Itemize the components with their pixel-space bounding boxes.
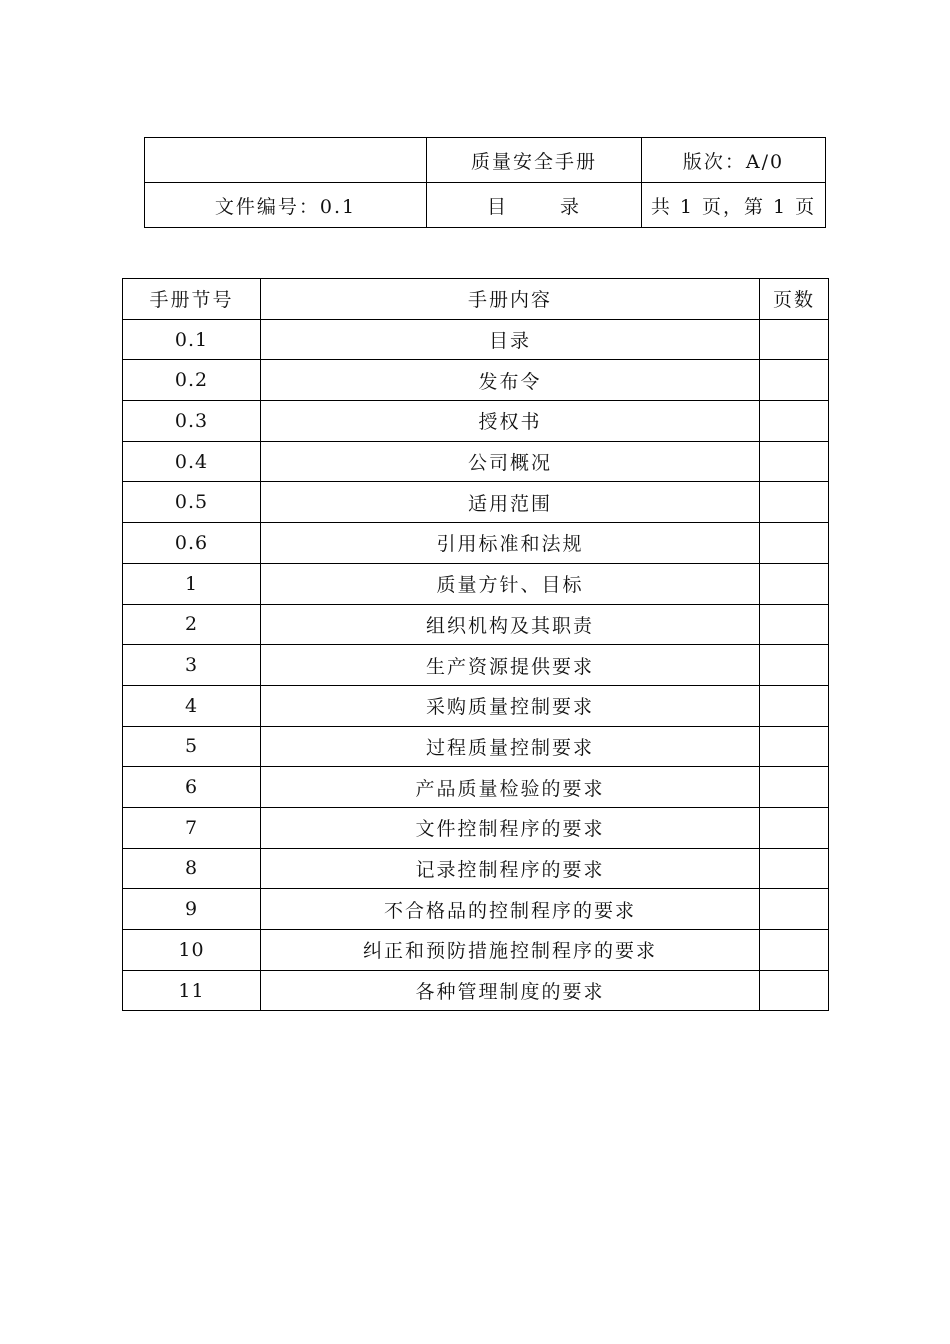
table-row: [123, 685, 829, 726]
table-row: [123, 767, 829, 808]
page-count-cell: [760, 360, 829, 401]
column-header-content: 手册内容: [261, 279, 760, 320]
section-content-cell: 生产资源提供要求: [261, 645, 760, 686]
column-header-pages: 页数: [760, 279, 829, 320]
section-content-cell: 过程质量控制要求: [261, 726, 760, 767]
page-count-cell: [760, 807, 829, 848]
section-number-cell: 5: [123, 726, 261, 767]
section-content-cell: 各种管理制度的要求: [261, 970, 760, 1011]
section-content-cell: 目录: [261, 319, 760, 360]
header-row-1: [145, 138, 826, 183]
table-row: [123, 401, 829, 442]
section-content-cell: 纠正和预防措施控制程序的要求: [261, 930, 760, 971]
manual-title: 质量安全手册: [427, 138, 642, 183]
section-number-cell: 4: [123, 685, 261, 726]
page-count-cell: [760, 848, 829, 889]
table-row: [123, 319, 829, 360]
page-count-cell: [760, 401, 829, 442]
section-content-cell: 公司概况: [261, 441, 760, 482]
section-number-cell: 2: [123, 604, 261, 645]
section-content-cell: 组织机构及其职责: [261, 604, 760, 645]
table-row: [123, 645, 829, 686]
section-content-cell: 文件控制程序的要求: [261, 807, 760, 848]
page-count-cell: [760, 645, 829, 686]
table-row: [123, 807, 829, 848]
section-number-cell: 0.5: [123, 482, 261, 523]
section-number-cell: 0.3: [123, 401, 261, 442]
page-count-cell: [760, 563, 829, 604]
page-count-cell: [760, 930, 829, 971]
table-row: [123, 563, 829, 604]
section-content-cell: 记录控制程序的要求: [261, 848, 760, 889]
header-blank-cell: [145, 138, 427, 183]
table-row: [123, 482, 829, 523]
page-count-cell: [760, 604, 829, 645]
version-label: 版次：A/0: [642, 138, 826, 183]
table-row: [123, 360, 829, 401]
section-content-cell: 适用范围: [261, 482, 760, 523]
table-row: [123, 441, 829, 482]
section-content-cell: 不合格品的控制程序的要求: [261, 889, 760, 930]
section-number-cell: 8: [123, 848, 261, 889]
page-count-cell: [760, 441, 829, 482]
page-count-cell: [760, 970, 829, 1011]
section-number-cell: 3: [123, 645, 261, 686]
section-title-left: 目: [486, 195, 508, 218]
section-number-cell: 0.4: [123, 441, 261, 482]
column-header-section: 手册节号: [123, 279, 261, 320]
page-count-cell: [760, 685, 829, 726]
section-number-cell: 0.6: [123, 523, 261, 564]
section-content-cell: 产品质量检验的要求: [261, 767, 760, 808]
page-count-cell: [760, 319, 829, 360]
section-title-right: 录: [560, 195, 582, 218]
section-number-cell: 11: [123, 970, 261, 1011]
section-content-cell: 发布令: [261, 360, 760, 401]
toc-body: [123, 319, 829, 1011]
section-content-cell: 引用标准和法规: [261, 523, 760, 564]
page-info: 共 1 页，第 1 页: [642, 183, 826, 228]
table-of-contents: [122, 278, 829, 1011]
section-content-cell: 授权书: [261, 401, 760, 442]
section-title: [427, 183, 642, 228]
page-count-cell: [760, 523, 829, 564]
table-row: [123, 523, 829, 564]
table-row: [123, 848, 829, 889]
table-row: [123, 726, 829, 767]
table-row: [123, 970, 829, 1011]
page-count-cell: [760, 889, 829, 930]
toc-header-row: [123, 279, 829, 320]
section-number-cell: 0.2: [123, 360, 261, 401]
section-content-cell: 质量方针、目标: [261, 563, 760, 604]
section-number-cell: 6: [123, 767, 261, 808]
document-header-table: [144, 137, 826, 228]
section-number-cell: 7: [123, 807, 261, 848]
table-row: [123, 889, 829, 930]
section-number-cell: 9: [123, 889, 261, 930]
header-row-2: [145, 183, 826, 228]
section-number-cell: 1: [123, 563, 261, 604]
page-count-cell: [760, 482, 829, 523]
table-row: [123, 930, 829, 971]
page-count-cell: [760, 767, 829, 808]
section-content-cell: 采购质量控制要求: [261, 685, 760, 726]
section-number-cell: 10: [123, 930, 261, 971]
page-count-cell: [760, 726, 829, 767]
doc-number: 文件编号：0.1: [145, 183, 427, 228]
table-row: [123, 604, 829, 645]
section-number-cell: 0.1: [123, 319, 261, 360]
